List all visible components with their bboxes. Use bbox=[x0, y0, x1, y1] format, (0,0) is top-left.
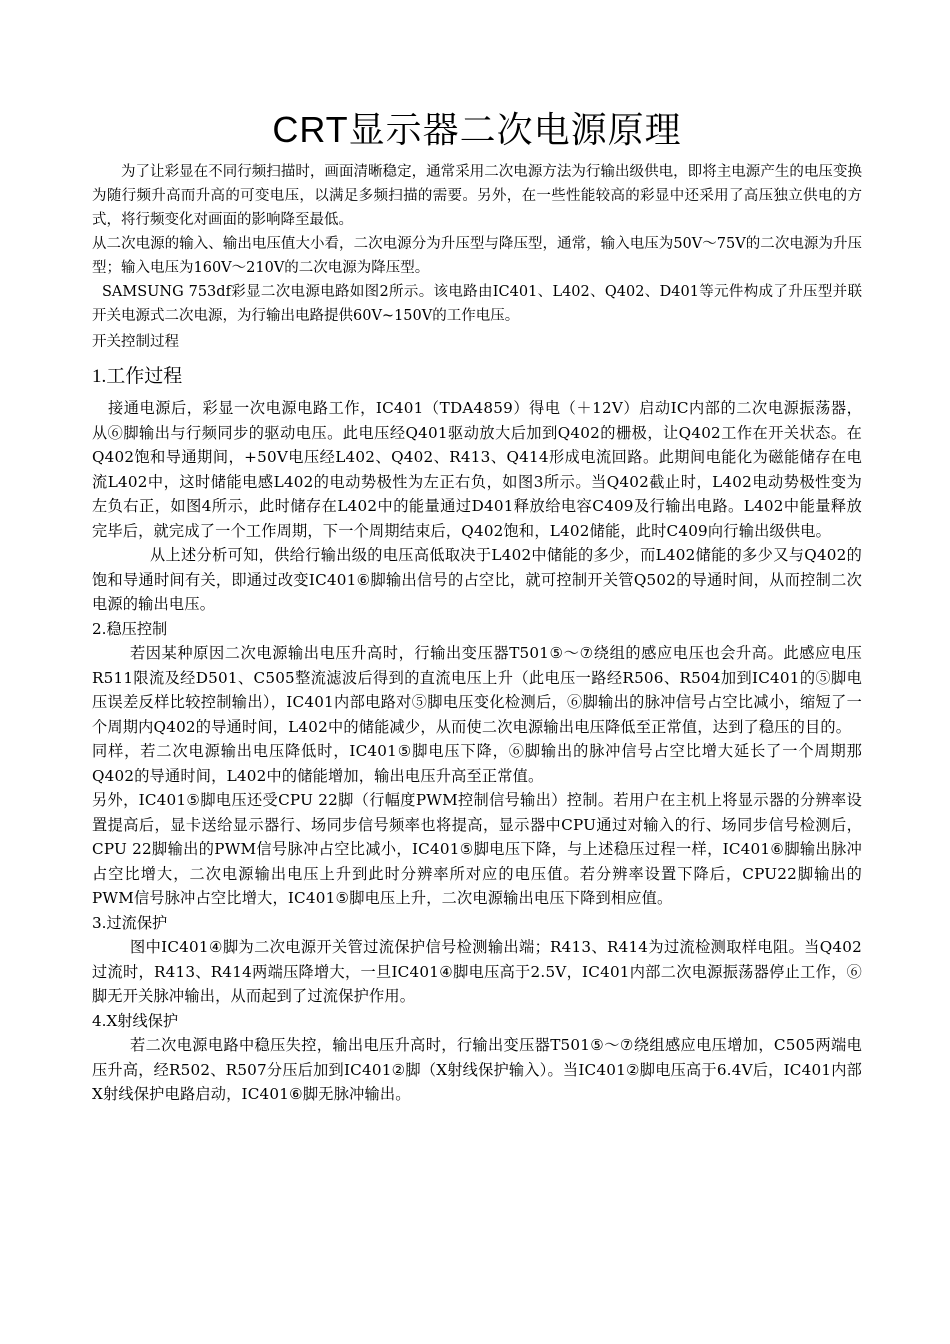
voltage-regulation-paragraph-2: 同样，若二次电源输出电压降低时，IC401⑤脚电压下降，⑥脚输出的脉冲信号占空比增大延长了一个周期那Q402的导通时间，L402中的储能增加，输出电压升高至正常值。 bbox=[92, 742, 862, 785]
section-heading-overcurrent-protection: 3.过流保护 bbox=[92, 913, 168, 932]
section-heading-xray-protection: 4.X射线保护 bbox=[92, 1011, 179, 1030]
section-heading-working-process: 1.工作过程 bbox=[92, 366, 183, 387]
intro-paragraph-2: 从二次电源的输入、输出电压值大小看，二次电源分为升压型与降压型，通常，输入电压为50V～75V的二次电源为升压型；输入电压为160V～210V的二次电源为降压型。 bbox=[92, 236, 862, 276]
overcurrent-protection-paragraph-1: 图中IC401④脚为二次电源开关管过流保护信号检测输出端；R413、R414为过流检测取样电阻。当Q402过流时，R413、R414两端压降增大，一旦IC401④脚电压高于2.5V，IC401内部二次电源振荡器停止工作，⑥脚无开关脉冲输出，从而起到了过流保护作用。 bbox=[92, 938, 862, 1005]
intro-paragraph-1: 为了让彩显在不同行频扫描时，画面清晰稳定，通常采用二次电源方法为行输出级供电，即将主电源产生的电压变换为随行频升高而升高的可变电压，以满足多频扫描的需要。另外，在一些性能较高的彩显中还采用了高压独立供电的方式，将行频变化对画面的影响降至最低。 bbox=[92, 164, 862, 228]
intro-label-switch-control: 开关控制过程 bbox=[92, 334, 179, 350]
document-title: CRT显示器二次电源原理 bbox=[272, 109, 682, 150]
intro-paragraph-3: SAMSUNG 753df彩显二次电源电路如图2所示。该电路由IC401、L402、Q402、D401等元件构成了升压型并联开关电源式二次电源，为行输出电路提供60V~150V的工作电压。 bbox=[92, 284, 862, 324]
working-process-paragraph-2: 从上述分析可知，供给行输出级的电压高低取决于L402中储能的多少，而L402储能的多少又与Q402的饱和导通时间有关，即通过改变IC401⑥脚输出信号的占空比，就可控制开关管Q502的导通时间，从而控制二次电源的输出电压。 bbox=[92, 546, 862, 613]
xray-protection-paragraph-1: 若二次电源电路中稳压失控，输出电压升高时，行输出变压器T501⑤～⑦绕组感应电压增加，C505两端电压升高，经R502、R507分压后加到IC401②脚（X射线保护输入）。当IC401②脚电压高于6.4V后，IC401内部X射线保护电路启动，IC401⑥脚无脉冲输出。 bbox=[92, 1036, 862, 1103]
document-content bbox=[92, 108, 862, 1107]
voltage-regulation-paragraph-1: 若因某种原因二次电源输出电压升高时，行输出变压器T501⑤～⑦绕组的感应电压也会升高。此感应电压R511限流及经D501、C505整流滤波后得到的直流电压上升（此电压一路经R506、R504加到IC401的⑤脚电压误差反样比较控制输出），IC401内部电路对⑤脚电压变化检测后，⑥脚输出的脉冲信号占空比减小，缩短了一个周期内Q402的导通时间，L402中的储能减少，从而使二次电源输出电压降低至正常值，达到了稳压的目的。 bbox=[92, 644, 862, 736]
intro-section bbox=[92, 160, 862, 354]
section-heading-voltage-regulation: 2.稳压控制 bbox=[92, 619, 168, 638]
section-working-process bbox=[92, 396, 862, 1107]
working-process-paragraph-1: 接通电源后，彩显一次电源电路工作，IC401（TDA4859）得电（＋12V）启动IC内部的二次电源振荡器，从⑥脚输出与行频同步的驱动电压。此电压经Q401驱动放大后加到Q402的栅极，让Q402工作在开关状态。在Q402饱和导通期间，+50V电压经L402、Q402、R413、Q414形成电流回路。此期间电能化为磁能储存在电流L402中，这时储能电感L402的电动势极性为左正右负，如图3所示。当Q402截止时，L402电动势极性变为左负右正，如图4所示，此时储存在L402中的能量通过D401释放给电容C409及行输出电路。L402中能量释放完毕后，就完成了一个工作周期，下一个周期结束后，Q402饱和，L402储能，此时C409向行输出级供电。 bbox=[92, 399, 862, 540]
voltage-regulation-paragraph-3: 另外，IC401⑤脚电压还受CPU 22脚（行幅度PWM控制信号输出）控制。若用户在主机上将显示器的分辨率设置提高后，显卡送给显示器行、场同步信号频率也将提高，显示器中CPU通过对输入的行、场同步信号检测后，CPU 22脚输出的PWM信号脉冲占空比减小，IC401⑤脚电压下降，与上述稳压过程一样，IC401⑥脚输出脉冲占空比增大，二次电源输出电压上升到此时分辨率所对应的电压值。若分辨率设置下降后，CPU22脚输出的PWM信号脉冲占空比增大，IC401⑤脚电压上升，二次电源输出电压下降到相应值。 bbox=[92, 791, 862, 907]
